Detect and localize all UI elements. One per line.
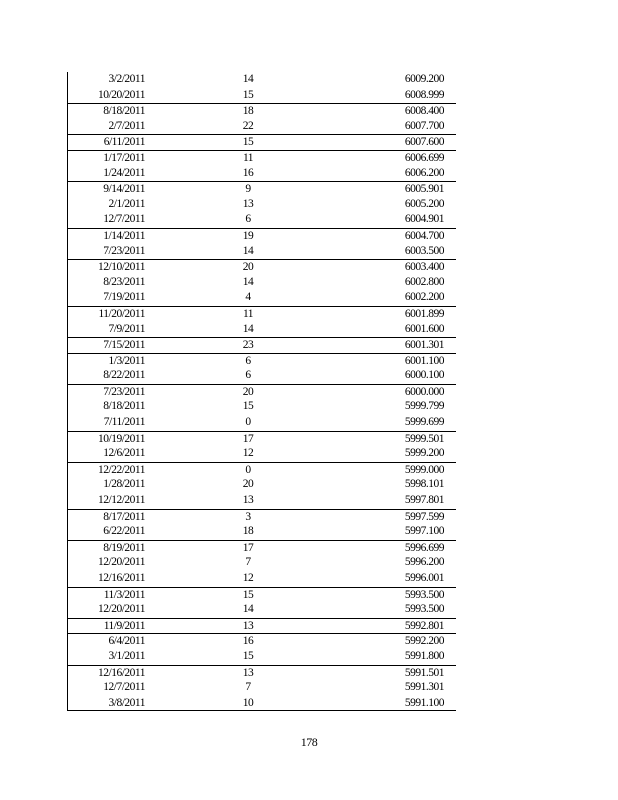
count-cell: 14 <box>242 73 254 85</box>
date-cell: 6/11/2011 <box>103 136 145 149</box>
table-row <box>68 259 456 275</box>
table-row <box>68 555 456 571</box>
count-cell: 7 <box>245 681 251 694</box>
count-cell: 18 <box>242 525 254 538</box>
date-cell: 11/3/2011 <box>103 588 145 601</box>
date-cell: 12/22/2011 <box>98 463 145 476</box>
count-cell: 20 <box>242 478 254 491</box>
date-cell: 8/18/2011 <box>103 400 145 413</box>
count-cell: 17 <box>242 432 254 445</box>
date-cell: 12/7/2011 <box>103 213 145 226</box>
count-cell: 10 <box>242 696 254 709</box>
value-cell: 5997.599 <box>404 510 444 523</box>
table-row <box>68 431 456 447</box>
table-row <box>68 649 456 665</box>
value-cell: 5991.800 <box>404 649 444 662</box>
count-cell: 11 <box>242 151 254 164</box>
count-cell: 13 <box>242 197 254 210</box>
date-cell: 12/7/2011 <box>103 681 145 694</box>
table-row <box>68 150 456 166</box>
value-cell: 6008.400 <box>404 105 444 118</box>
date-cell: 7/15/2011 <box>103 339 145 352</box>
value-cell: 6001.899 <box>404 307 444 320</box>
date-cell: 11/20/2011 <box>98 307 145 320</box>
value-cell: 6001.100 <box>404 354 444 367</box>
table-row <box>68 524 456 540</box>
value-cell: 5999.699 <box>404 416 444 429</box>
value-cell: 6005.901 <box>404 183 444 196</box>
value-cell: 6003.400 <box>404 261 444 274</box>
date-cell: 10/19/2011 <box>98 432 145 445</box>
table-row <box>68 493 456 509</box>
table-row <box>68 462 456 478</box>
date-cell: 1/3/2011 <box>108 354 145 367</box>
table-row <box>68 587 456 603</box>
value-cell: 5991.501 <box>404 666 444 679</box>
table-row <box>68 322 456 338</box>
count-cell: 16 <box>242 635 254 648</box>
count-cell: 9 <box>245 183 251 196</box>
count-cell: 6 <box>245 369 251 382</box>
table-row <box>68 477 456 493</box>
date-cell: 1/28/2011 <box>103 478 145 491</box>
value-cell: 6000.100 <box>404 369 444 382</box>
date-cell: 8/17/2011 <box>103 510 145 523</box>
date-cell: 1/24/2011 <box>103 166 145 179</box>
count-cell: 12 <box>242 447 254 460</box>
count-cell: 15 <box>242 649 254 662</box>
date-cell: 12/6/2011 <box>103 447 145 460</box>
count-cell: 4 <box>245 291 251 304</box>
count-cell: 16 <box>242 166 254 179</box>
table-row <box>68 415 456 431</box>
value-cell: 5996.699 <box>404 541 444 554</box>
count-cell: 7 <box>245 556 251 569</box>
table-row <box>68 618 456 634</box>
table-row <box>68 571 456 587</box>
value-cell: 6008.999 <box>404 88 444 101</box>
table-row <box>68 399 456 415</box>
table-row <box>68 134 456 150</box>
count-cell: 14 <box>242 244 254 257</box>
value-cell: 5999.000 <box>404 463 444 476</box>
count-cell: 19 <box>242 229 254 242</box>
date-cell: 12/20/2011 <box>98 556 145 569</box>
date-cell: 9/14/2011 <box>103 183 145 196</box>
value-cell: 6007.700 <box>404 119 444 132</box>
table-row <box>68 290 456 306</box>
value-cell: 6007.600 <box>404 136 444 149</box>
table-row <box>68 509 456 525</box>
value-cell: 5991.301 <box>404 681 444 694</box>
table-row <box>68 244 456 260</box>
date-cell: 3/2/2011 <box>108 73 145 85</box>
table-row <box>68 368 456 384</box>
value-cell: 6001.301 <box>404 339 444 352</box>
value-cell: 5997.100 <box>404 525 444 538</box>
table-row <box>68 166 456 182</box>
value-cell: 5996.200 <box>404 556 444 569</box>
value-cell: 6005.200 <box>404 197 444 210</box>
table-row <box>68 384 456 400</box>
value-cell: 5992.801 <box>404 619 444 632</box>
date-cell: 8/19/2011 <box>103 541 145 554</box>
table-row <box>68 696 456 712</box>
table-row <box>68 181 456 197</box>
value-cell: 5993.500 <box>404 588 444 601</box>
count-cell: 3 <box>245 510 251 523</box>
date-cell: 2/1/2011 <box>108 197 145 210</box>
table-row <box>68 446 456 462</box>
date-cell: 12/12/2011 <box>98 494 145 507</box>
date-cell: 7/19/2011 <box>103 291 145 304</box>
table-row <box>68 665 456 681</box>
date-cell: 2/7/2011 <box>108 119 145 132</box>
table-row <box>68 540 456 556</box>
table-row <box>68 88 456 104</box>
value-cell: 5999.501 <box>404 432 444 445</box>
date-cell: 6/22/2011 <box>103 525 145 538</box>
count-cell: 6 <box>245 354 251 367</box>
count-cell: 11 <box>242 307 254 320</box>
date-cell: 8/22/2011 <box>103 369 145 382</box>
table-row <box>68 72 456 88</box>
date-cell: 7/23/2011 <box>103 385 145 398</box>
count-cell: 13 <box>242 666 254 679</box>
date-cell: 12/16/2011 <box>98 572 145 584</box>
count-cell: 18 <box>242 105 254 118</box>
table-row <box>68 306 456 322</box>
count-cell: 13 <box>242 619 254 632</box>
table-row <box>68 119 456 135</box>
table-row <box>68 680 456 696</box>
date-cell: 10/20/2011 <box>98 88 145 101</box>
date-cell: 12/20/2011 <box>98 603 145 616</box>
date-cell: 12/16/2011 <box>98 666 145 679</box>
date-cell: 7/11/2011 <box>103 416 145 429</box>
value-cell: 5997.801 <box>404 494 444 507</box>
count-cell: 6 <box>245 213 251 226</box>
value-cell: 6009.200 <box>404 73 444 85</box>
value-cell: 6003.500 <box>404 244 444 257</box>
page-number: 178 <box>300 735 318 749</box>
date-cell: 11/9/2011 <box>103 619 145 632</box>
value-cell: 5998.101 <box>404 478 444 491</box>
count-cell: 15 <box>242 588 254 601</box>
table-row <box>68 103 456 119</box>
count-cell: 0 <box>245 416 251 429</box>
value-cell: 5992.200 <box>404 635 444 648</box>
value-cell: 5991.100 <box>404 696 444 709</box>
value-cell: 5999.799 <box>404 400 444 413</box>
date-cell: 8/23/2011 <box>103 275 145 288</box>
table-row <box>68 228 456 244</box>
count-cell: 23 <box>242 339 254 352</box>
value-cell: 5993.500 <box>404 603 444 616</box>
value-cell: 6006.200 <box>404 166 444 179</box>
date-cell: 8/18/2011 <box>103 105 145 118</box>
table-row <box>68 197 456 213</box>
value-cell: 6006.699 <box>404 151 444 164</box>
table-row <box>68 633 456 649</box>
date-cell: 1/17/2011 <box>103 151 145 164</box>
value-cell: 6002.200 <box>404 291 444 304</box>
count-cell: 14 <box>242 603 254 616</box>
count-cell: 12 <box>242 572 254 584</box>
table-row <box>68 353 456 369</box>
count-cell: 13 <box>242 494 254 507</box>
value-cell: 6004.700 <box>404 229 444 242</box>
count-cell: 0 <box>245 463 251 476</box>
date-cell: 7/23/2011 <box>103 244 145 257</box>
value-cell: 6001.600 <box>404 322 444 335</box>
value-cell: 6002.800 <box>404 275 444 288</box>
count-cell: 20 <box>242 261 254 274</box>
count-cell: 17 <box>242 541 254 554</box>
value-cell: 6004.901 <box>404 213 444 226</box>
date-cell: 3/8/2011 <box>108 696 145 709</box>
value-cell: 6000.000 <box>404 385 444 398</box>
date-cell: 12/10/2011 <box>98 261 145 274</box>
date-cell: 3/1/2011 <box>108 649 145 662</box>
date-cell: 7/9/2011 <box>108 322 145 335</box>
value-cell: 5999.200 <box>404 447 444 460</box>
count-cell: 14 <box>242 275 254 288</box>
table-row <box>68 337 456 353</box>
data-table <box>67 72 456 711</box>
date-cell: 6/4/2011 <box>108 635 145 648</box>
count-cell: 20 <box>242 385 254 398</box>
count-cell: 15 <box>242 400 254 413</box>
table-row <box>68 602 456 618</box>
table-row <box>68 275 456 291</box>
count-cell: 15 <box>242 88 254 101</box>
value-cell: 5996.001 <box>404 572 444 584</box>
date-cell: 1/14/2011 <box>103 229 145 242</box>
count-cell: 15 <box>242 136 254 149</box>
table-row <box>68 212 456 228</box>
count-cell: 14 <box>242 322 254 335</box>
count-cell: 22 <box>242 119 254 132</box>
